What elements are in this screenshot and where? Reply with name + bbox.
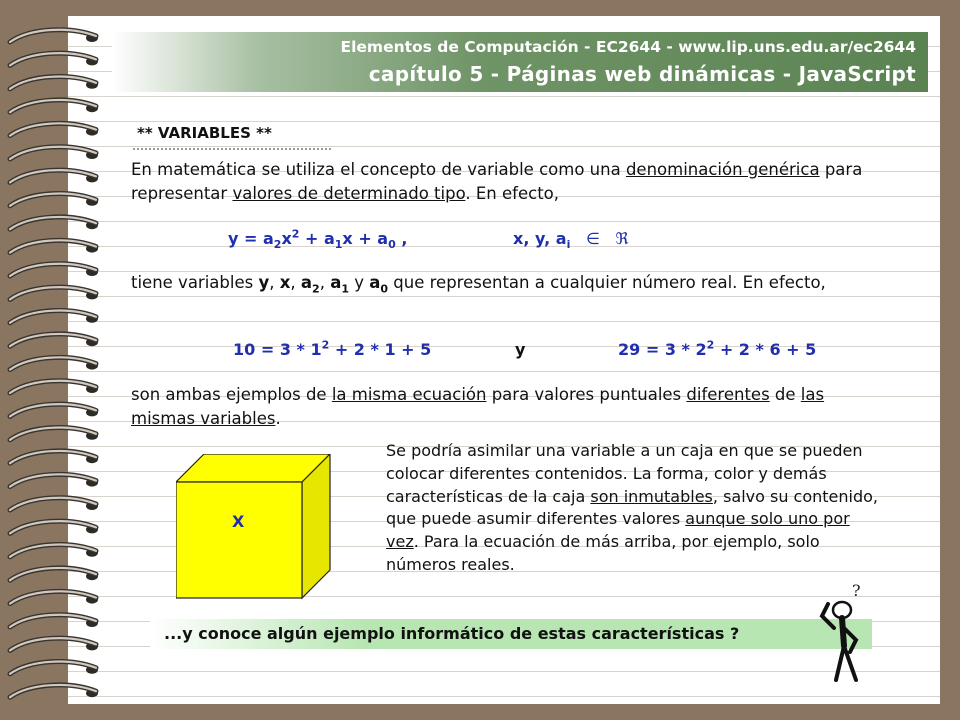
paragraph-box-analogy — [386, 440, 881, 577]
reals-symbol: ℜ — [615, 229, 629, 248]
paragraph-text: , — [290, 273, 301, 292]
variable-sub: 0 — [380, 282, 389, 296]
underlined-term: denominación genérica — [625, 160, 820, 179]
spiral-ring — [10, 357, 98, 369]
paragraph-text: En matemática se utiliza el concepto de variable como una — [131, 160, 626, 179]
notebook-page — [68, 16, 940, 704]
spiral-ring — [10, 77, 98, 89]
underlined-term: las mismas variables — [131, 385, 825, 428]
spiral-binding — [0, 0, 110, 720]
paragraph-variables — [131, 271, 871, 295]
spiral-ring — [10, 428, 98, 440]
variable-box-illustration — [176, 454, 358, 600]
box-front-face — [176, 482, 302, 598]
question-text: ...y conoce algún ejemplo informático de estas características ? — [164, 624, 740, 643]
spiral-ring — [10, 170, 98, 182]
variable-name: y — [258, 273, 270, 292]
variable-name: x — [279, 273, 291, 292]
paragraph-text: , salvo su contenido, que puede asumir diferentes valores — [386, 486, 879, 529]
example-part: + 2 * 6 + 5 — [714, 340, 817, 359]
paragraph-text: . — [275, 409, 281, 428]
paragraph-text: son ambas ejemplos de — [131, 385, 332, 404]
paragraph-text: , — [319, 273, 331, 292]
paragraph-examples — [131, 383, 891, 431]
paragraph-text: para representar — [131, 160, 863, 203]
variable-name: a — [300, 273, 313, 292]
spiral-ring — [10, 217, 98, 229]
spiral-ring — [10, 591, 98, 603]
spiral-ring — [10, 404, 98, 416]
spiral-ring — [10, 30, 98, 42]
question-mark: ? — [852, 581, 861, 600]
paragraph-text: de — [769, 385, 801, 404]
section-title-underline — [133, 148, 331, 150]
equation-sub: 2 — [273, 238, 282, 252]
spiral-ring — [10, 53, 98, 65]
equation-part: y = a — [228, 229, 274, 248]
spiral-ring — [10, 334, 98, 346]
box-label: X — [232, 512, 245, 531]
spiral-ring — [10, 451, 98, 463]
variable-name: a — [330, 273, 342, 292]
example-part: + 2 * 1 + 5 — [329, 340, 432, 359]
underlined-term: la misma ecuación — [331, 385, 487, 404]
example-1 — [233, 340, 431, 359]
equation-part: , — [395, 229, 408, 248]
chapter-title: capítulo 5 - Páginas web dinámicas - JavaScript — [368, 62, 916, 86]
course-title: Elementos de Computación - EC2644 - www.lip.uns.edu.ar/ec2644 — [340, 38, 916, 56]
thinking-figure-icon — [812, 580, 874, 686]
spiral-ring — [10, 147, 98, 159]
paragraph-text: , — [269, 273, 280, 292]
equation-sub: 1 — [334, 238, 343, 252]
spiral-ring — [10, 474, 98, 486]
spiral-ring — [10, 194, 98, 206]
element-of-symbol: ∈ — [585, 229, 600, 248]
spiral-ring — [10, 381, 98, 393]
paragraph-definition — [131, 158, 891, 206]
variable-name: a — [369, 273, 381, 292]
variable-sub: 1 — [341, 282, 349, 296]
spiral-ring — [10, 615, 98, 627]
spiral-ring — [10, 498, 98, 510]
underlined-term: diferentes — [686, 385, 770, 404]
example-sup: 2 — [706, 338, 715, 352]
example-2 — [618, 340, 816, 359]
paragraph-text: y — [348, 273, 370, 292]
spiral-ring — [10, 100, 98, 112]
equation-part: x + a — [342, 229, 389, 248]
paragraph-text: . Para la ecuación de más arriba, por ejemplo, solo números reales. — [386, 532, 820, 574]
equation-sup: 2 — [291, 227, 300, 241]
spiral-ring — [10, 638, 98, 650]
spiral-ring — [10, 685, 98, 697]
example-sup: 2 — [321, 338, 330, 352]
spiral-ring — [10, 662, 98, 674]
figure-body — [842, 618, 844, 646]
example-conjunction: y — [515, 340, 526, 359]
variable-domain — [513, 229, 629, 252]
variable-sub: 2 — [312, 282, 320, 296]
section-title: ** VARIABLES ** — [137, 124, 272, 142]
spiral-ring — [10, 123, 98, 135]
spiral-ring — [10, 568, 98, 580]
paragraph-text: . En efecto, — [465, 184, 560, 203]
paragraph-text: tiene variables — [131, 273, 259, 292]
spiral-ring — [10, 264, 98, 276]
spiral-ring — [10, 521, 98, 533]
underlined-term: son inmutables — [590, 486, 713, 506]
equation-sub: i — [566, 238, 571, 252]
spiral-ring — [10, 240, 98, 252]
underlined-term: aunque solo uno por vez — [386, 509, 850, 552]
equation-part: x, y, a — [513, 229, 567, 248]
equation-part: x — [281, 229, 292, 248]
example-part: 29 = 3 * 2 — [618, 340, 707, 359]
figure-legs — [836, 646, 856, 680]
paragraph-text: que representan a cualquier número real. En efecto, — [388, 273, 826, 292]
equation-sub: 0 — [388, 238, 396, 252]
equation-part: + a — [299, 229, 335, 248]
equation — [228, 227, 408, 252]
spiral-ring — [10, 545, 98, 557]
example-part: 10 = 3 * 1 — [233, 340, 322, 359]
paragraph-text: Se podría asimilar una variable a un caja en que se pueden colocar diferentes contenidos. La forma, color y demás características de la caja — [386, 441, 863, 506]
spiral-ring — [10, 311, 98, 323]
spiral-ring — [10, 287, 98, 299]
paragraph-text: para valores puntuales — [486, 385, 687, 404]
underlined-term: valores de determinado tipo — [232, 184, 466, 203]
header-banner — [112, 32, 928, 92]
